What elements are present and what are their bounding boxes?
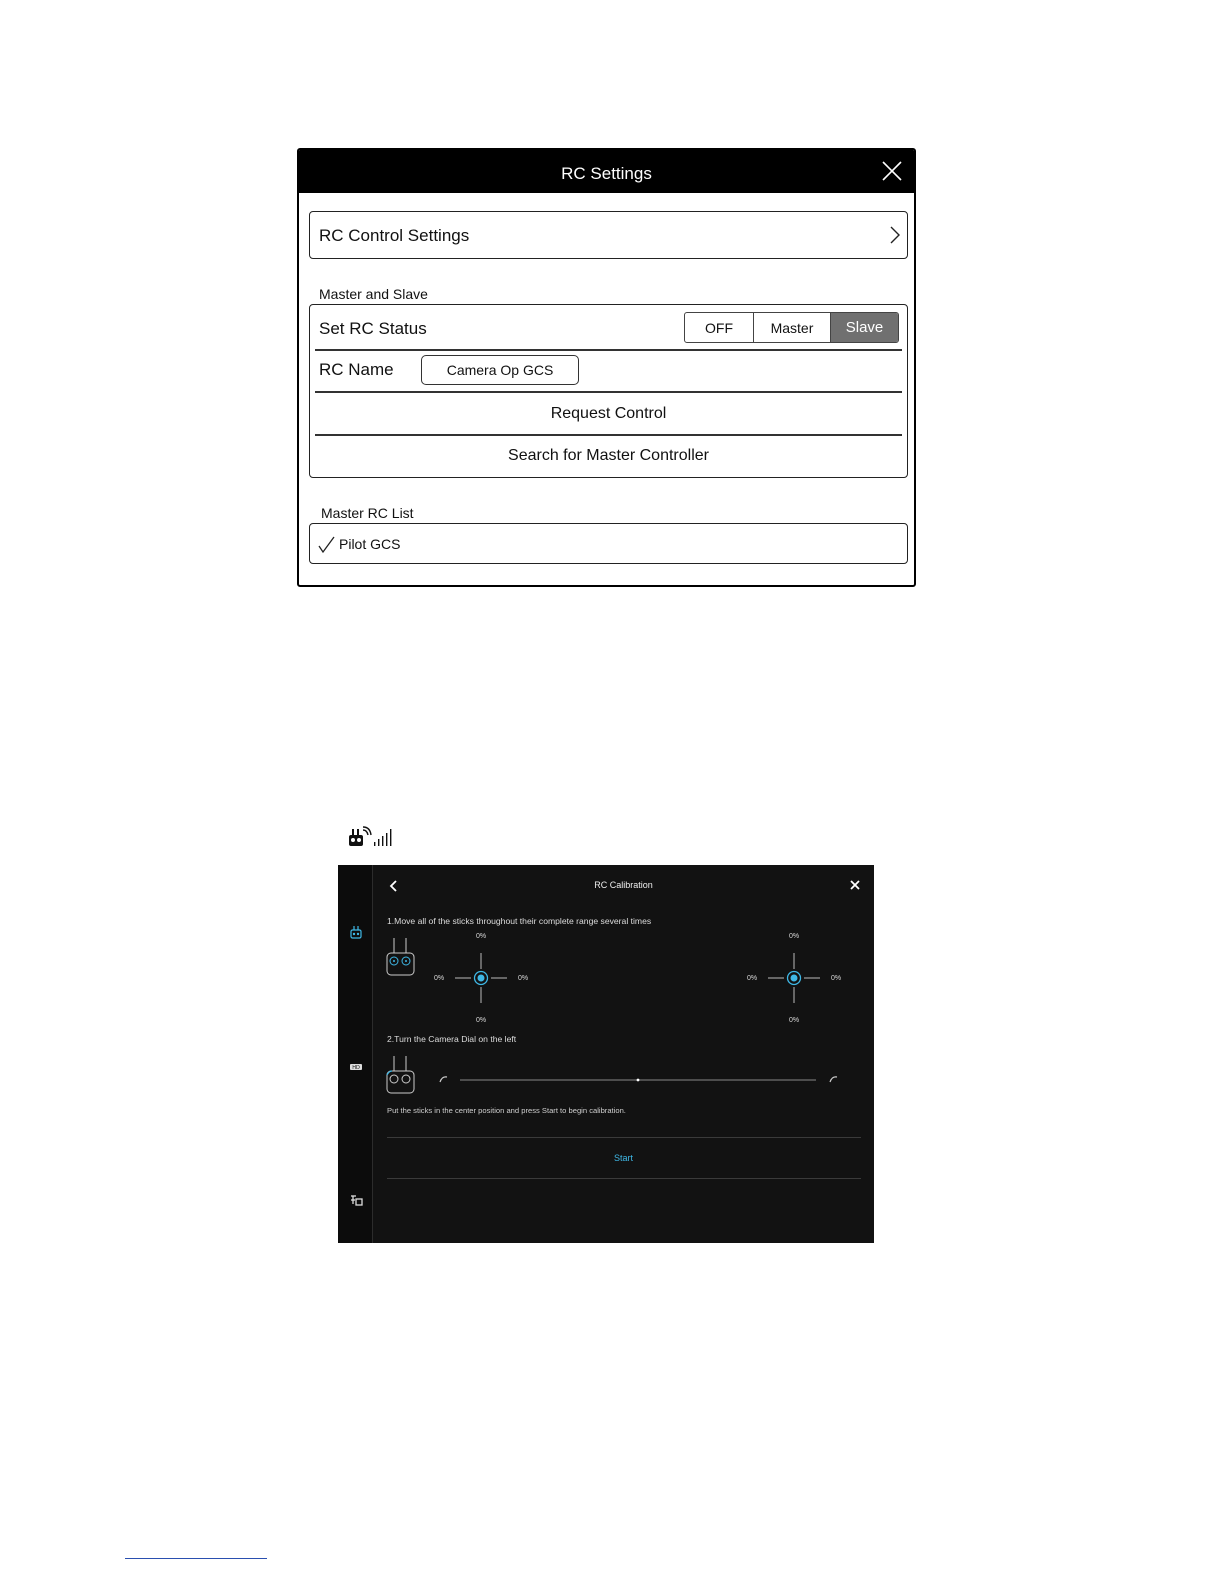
camera-dial-slider <box>438 1073 838 1087</box>
stick-right-value: 0% <box>517 975 529 982</box>
close-icon[interactable] <box>880 159 904 183</box>
remote-controller-icon <box>386 935 416 977</box>
dialog-title: RC Settings <box>561 164 652 183</box>
divider <box>387 1137 861 1138</box>
calibration-title: RC Calibration <box>594 880 653 890</box>
status-icons <box>347 826 397 848</box>
dialog-header <box>299 150 914 193</box>
rc-icon[interactable] <box>349 925 363 939</box>
divider <box>315 349 902 351</box>
step-1-instruction: 1.Move all of the sticks throughout their complete range several times <box>387 916 652 926</box>
status-master-button[interactable]: Master <box>754 313 831 342</box>
stick-up-value: 0% <box>788 933 800 940</box>
status-off-button[interactable]: OFF <box>685 313 754 342</box>
rc-name-field[interactable]: Camera Op GCS <box>421 355 579 385</box>
rc-settings-dialog <box>297 148 916 587</box>
step-2-instruction: 2.Turn the Camera Dial on the left <box>387 1034 517 1044</box>
close-icon[interactable] <box>850 880 860 890</box>
svg-text:HD: HD <box>352 1065 360 1071</box>
calibration-hint: Put the sticks in the center position and press Start to begin calibration. <box>387 1106 626 1115</box>
chevron-right-icon <box>889 225 901 245</box>
divider <box>315 391 902 393</box>
start-calibration-button[interactable]: Start <box>613 1153 633 1163</box>
divider <box>387 1178 861 1179</box>
footnote-rule <box>125 1558 267 1559</box>
stick-up-value: 0% <box>475 933 487 940</box>
general-settings-icon[interactable] <box>349 1193 363 1207</box>
stick-right-value: 0% <box>830 975 842 982</box>
hd-icon[interactable] <box>349 1060 363 1074</box>
rc-signal-icon <box>349 827 371 846</box>
rc-status-segmented-control <box>684 312 899 343</box>
signal-bars-icon <box>374 829 391 846</box>
request-control-button[interactable]: Request Control <box>550 405 667 422</box>
master-rc-list-label: Master RC List <box>321 505 414 521</box>
dial-right-icon <box>830 1077 837 1082</box>
remote-controller-icon <box>386 1053 416 1095</box>
status-slave-button[interactable]: Slave <box>831 313 898 342</box>
stick-down-value: 0% <box>475 1017 487 1024</box>
rc-control-settings-label: RC Control Settings <box>319 226 470 245</box>
master-slave-section-label: Master and Slave <box>319 286 428 302</box>
divider <box>315 434 902 436</box>
rc-calibration-screen <box>338 865 874 1243</box>
left-stick-indicator <box>421 931 541 1031</box>
master-rc-list-item[interactable] <box>309 523 908 564</box>
calibration-sidebar <box>338 865 373 1243</box>
master-rc-item-label: Pilot GCS <box>339 536 401 552</box>
master-slave-panel <box>309 304 908 478</box>
stick-left-value: 0% <box>746 975 758 982</box>
search-master-controller-button[interactable]: Search for Master Controller <box>508 447 709 464</box>
right-stick-indicator <box>734 931 854 1031</box>
stick-left-value: 0% <box>433 975 445 982</box>
rc-name-label: RC Name <box>319 360 394 379</box>
dial-left-icon <box>440 1077 447 1082</box>
rc-control-settings-row[interactable] <box>309 211 908 259</box>
checkmark-icon <box>318 536 336 554</box>
set-rc-status-label: Set RC Status <box>319 319 427 338</box>
stick-down-value: 0% <box>788 1017 800 1024</box>
